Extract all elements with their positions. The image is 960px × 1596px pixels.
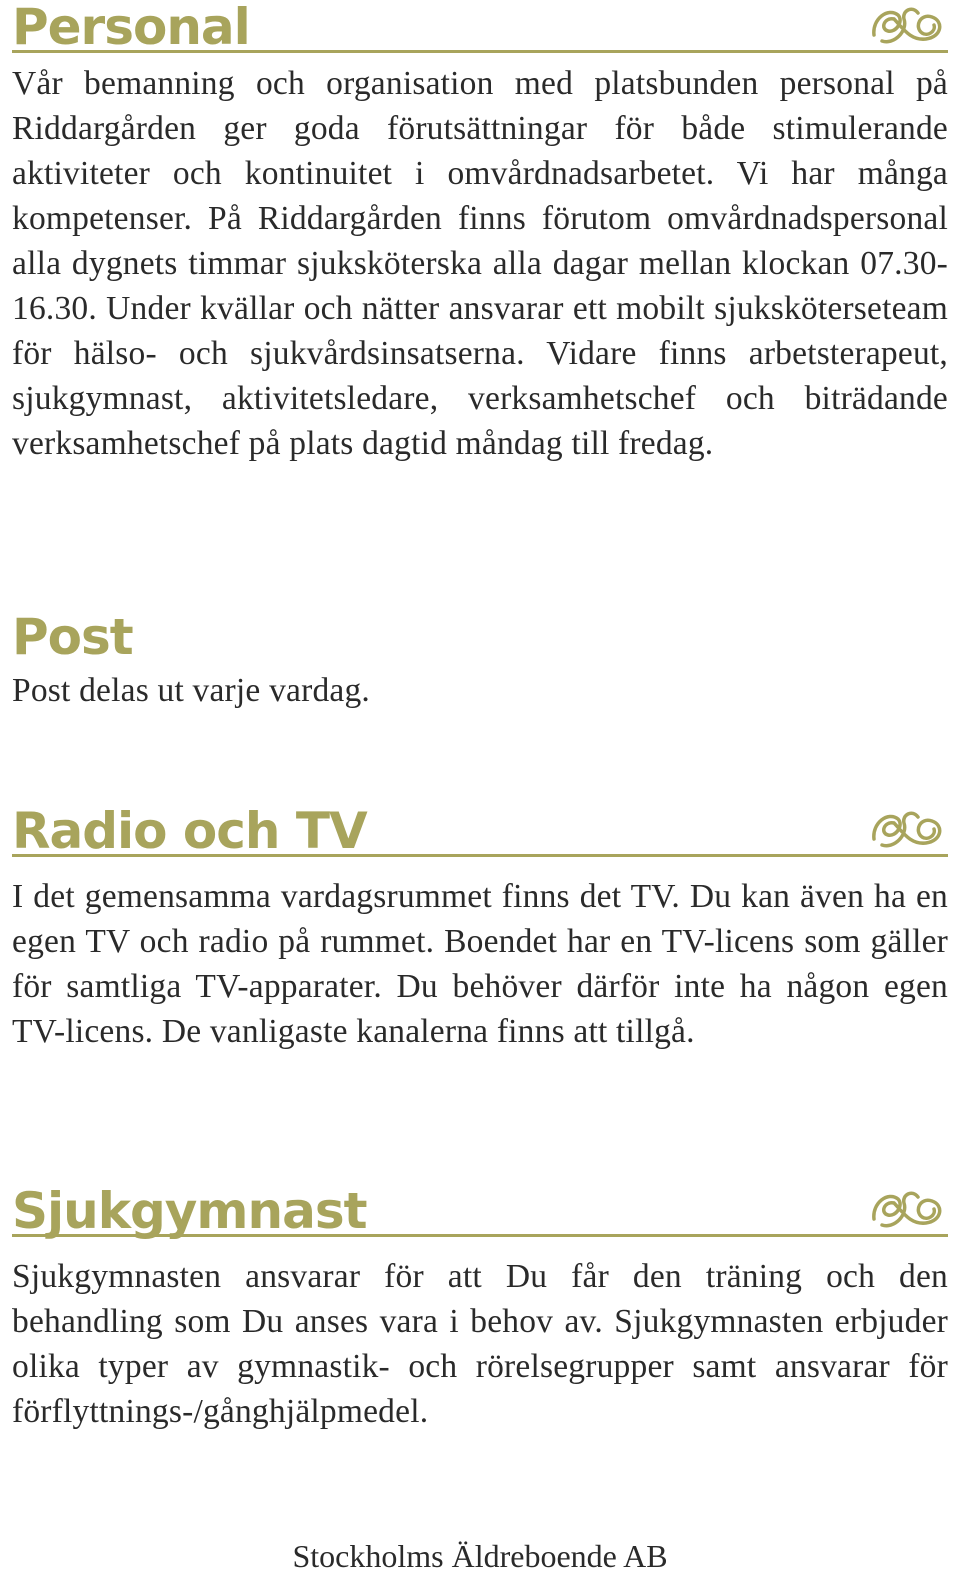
flourish-ornament-icon	[868, 805, 948, 851]
section-body: Post delas ut varje vardag.	[12, 672, 370, 709]
section-heading	[12, 1178, 948, 1240]
section-title: Personal	[12, 0, 250, 56]
section-title: Sjukgymnast	[12, 1182, 367, 1240]
footer-company: Stockholms Äldreboende AB	[292, 1538, 668, 1574]
section-body: Sjukgymnasten ansvarar för att Du får den träning och den behandling som Du anses vara i behov av. Sjukgymnasten erbjuder olika typer av gymnastik- och rörelsegrupper samt ansvarar för förflyttnings-/gånghjälpmedel.	[12, 1258, 948, 1430]
section-title: Radio och TV	[12, 802, 367, 860]
section-heading	[12, 798, 948, 860]
section-sjukgymnast	[12, 1178, 948, 1434]
section-body: I det gemensamma vardagsrummet finns det TV. Du kan även ha en egen TV och radio på rummet. Boendet har en TV-licens som gäller för samtliga TV-apparater. Du behöver därför inte ha någon egen TV-licens. De vanligaste kanalerna finns att tillgå.	[12, 878, 948, 1050]
flourish-ornament-icon	[868, 1185, 948, 1231]
section-heading	[12, 604, 948, 666]
flourish-ornament-icon	[868, 1, 948, 47]
section-personal	[12, 0, 948, 466]
section-body: Vår bemanning och organisation med platsbunden personal på Riddargården ger goda förutsättningar för både stimulerande aktiviteter och kontinuitet i omvårdnadsarbetet. Vi har många kompetenser. På Riddargården finns förutom omvårdnadspersonal alla dygnets timmar sjuksköterska alla dagar mellan klockan 07.30-16.30. Under kvällar och nätter ansvarar ett mobilt sjuksköterseteam för hälso- och sjukvårdsinsatserna. Vidare finns arbetsterapeut, sjukgymnast, aktivitetsledare, verksamhetschef och biträdande verksamhetschef på plats dagtid måndag till fredag.	[12, 65, 948, 462]
section-title: Post	[12, 608, 133, 666]
section-heading	[12, 0, 948, 56]
section-radio-tv	[12, 798, 948, 1054]
section-post	[12, 604, 948, 713]
